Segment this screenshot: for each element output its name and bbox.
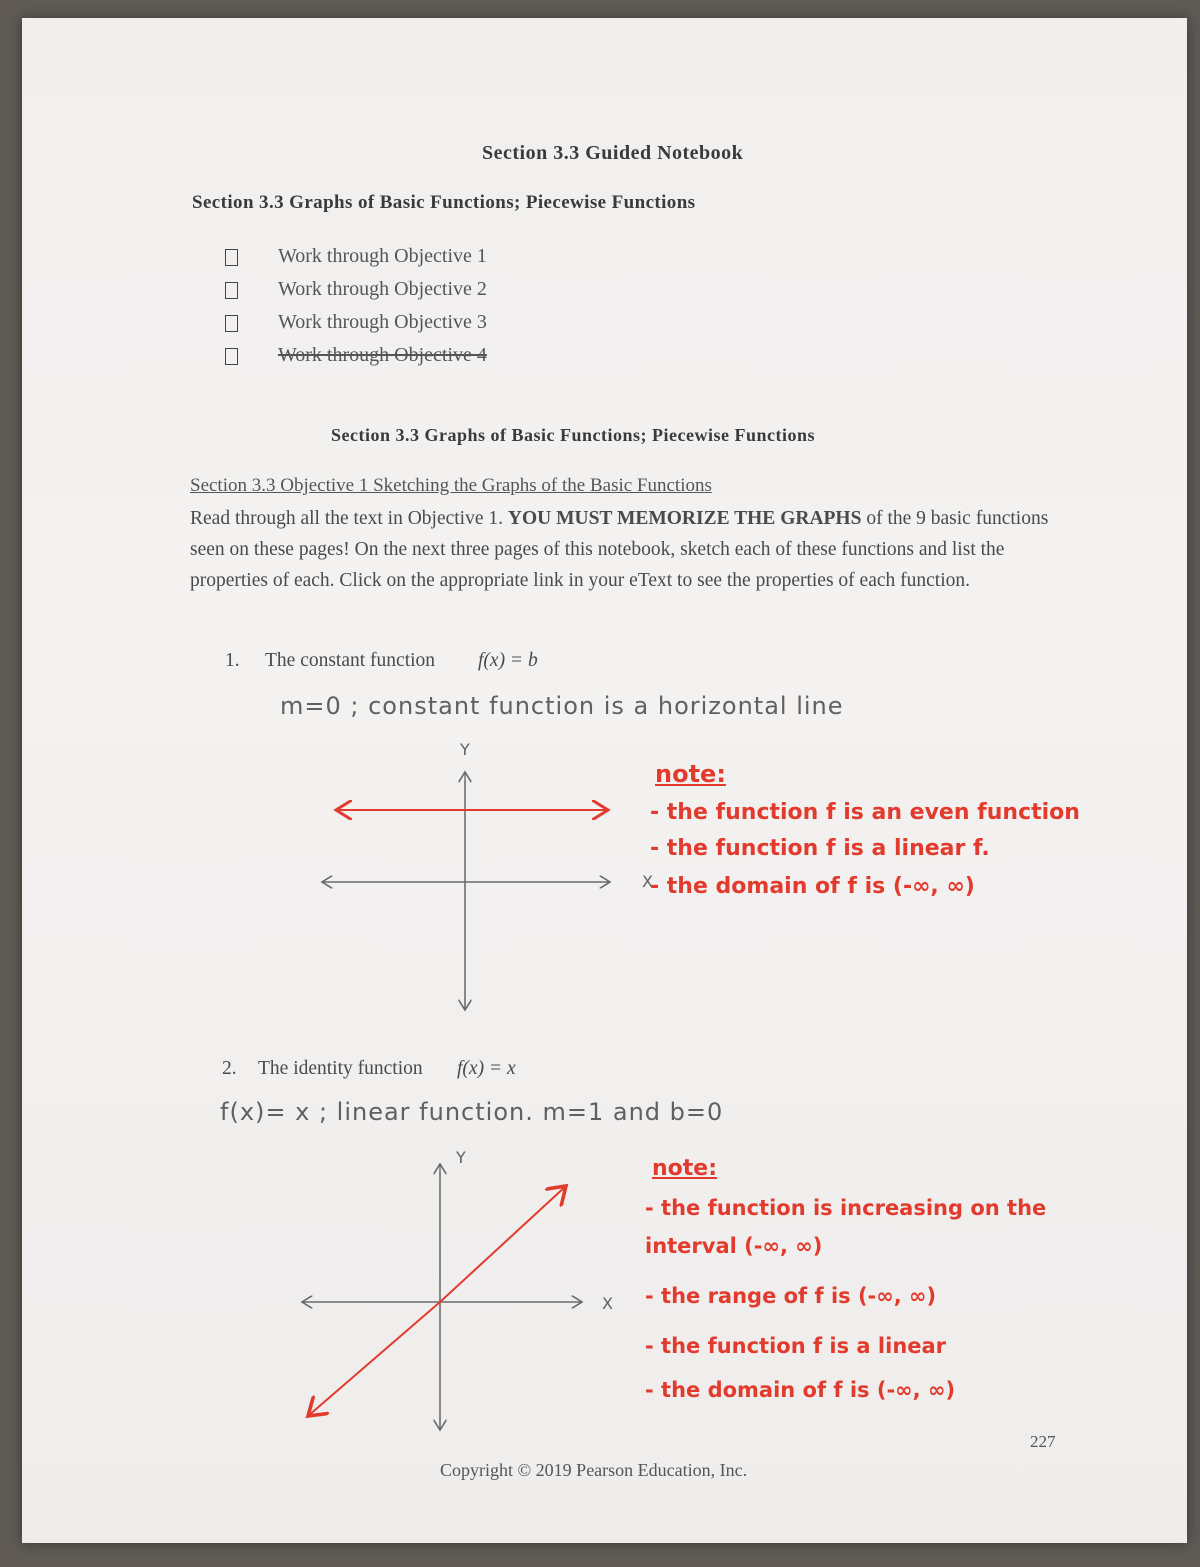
note-title: note:: [652, 1156, 718, 1181]
note-line: - the range of f is (-∞, ∞): [645, 1284, 937, 1308]
note-line: interval (-∞, ∞): [645, 1234, 823, 1258]
note-line: - the function f is a linear: [645, 1334, 947, 1358]
identity-line: [440, 1186, 566, 1302]
x-axis-label: X: [642, 872, 653, 891]
note-line: - the domain of f is (-∞, ∞): [645, 1378, 956, 1402]
note-line: - the function f is an even function: [650, 800, 1080, 825]
item-number: 2.: [222, 1058, 237, 1079]
section-heading: Section 3.3 Graphs of Basic Functions; Piecewise Functions: [331, 425, 815, 445]
checklist-label-struck: Work through Objective 4: [278, 344, 487, 366]
x-axis-label: X: [602, 1294, 613, 1313]
objective-paragraph: [190, 503, 1070, 596]
page-title: Section 3.3 Guided Notebook: [482, 142, 744, 164]
checklist-label: Work through Objective 1: [278, 245, 487, 267]
note-title: note:: [655, 760, 726, 788]
para-text: Read through all the text in Objective 1.: [190, 508, 508, 529]
checkbox[interactable]: [225, 315, 238, 332]
identity-function-graph: [290, 1150, 610, 1440]
item-number: 1.: [225, 650, 240, 671]
checkbox[interactable]: [225, 249, 238, 266]
para-emphasis: YOU MUST MEMORIZE THE GRAPHS: [507, 508, 862, 529]
item-text: The constant function: [265, 650, 436, 671]
pencil-note: m=0 ; constant function is a horizontal line: [280, 692, 844, 720]
item-formula: f(x) = b: [478, 650, 538, 671]
checkbox[interactable]: [225, 348, 238, 365]
identity-line: [308, 1302, 440, 1416]
section-subtitle: Section 3.3 Graphs of Basic Functions; Piecewise Functions: [192, 192, 696, 213]
checkbox[interactable]: [225, 282, 238, 299]
note-line: - the domain of f is (-∞, ∞): [650, 874, 975, 899]
item-text: The identity function: [258, 1058, 423, 1079]
y-axis-label: Y: [460, 740, 470, 759]
item-formula: f(x) = x: [457, 1058, 516, 1079]
checklist-label: Work through Objective 2: [278, 278, 487, 300]
pencil-note: f(x)= x ; linear function. m=1 and b=0: [220, 1098, 724, 1126]
note-line: - the function is increasing on the: [645, 1196, 1047, 1220]
checklist-label: Work through Objective 3: [278, 311, 487, 333]
note-line: - the function f is a linear f.: [650, 836, 990, 861]
constant-function-graph: [310, 740, 660, 1030]
para-text: of the 9 basic functions seen on these pages! On the next three pages of this notebook, sketch each of these functions and list the properties of each. Click on the appropriate link in your eText to see the properties of each function.: [190, 508, 1049, 591]
y-axis-label: Y: [456, 1148, 466, 1167]
page-number: 227: [1030, 1432, 1056, 1451]
copyright: Copyright © 2019 Pearson Education, Inc.: [440, 1460, 748, 1480]
objective-title: Section 3.3 Objective 1 Sketching the Graphs of the Basic Functions: [190, 475, 712, 496]
